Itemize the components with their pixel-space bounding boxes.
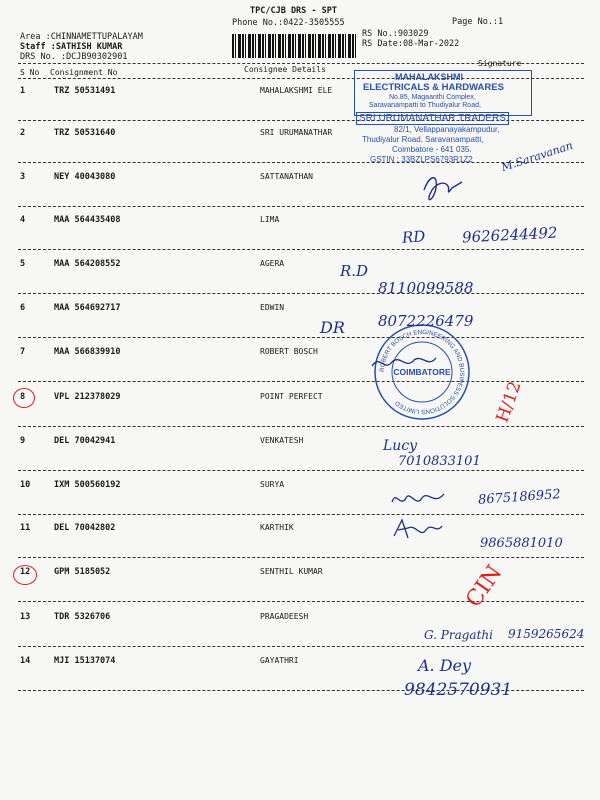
- row-sno: 4: [20, 215, 26, 225]
- table-row: [0, 347, 600, 361]
- row-consignee: SATTANATHAN: [260, 172, 313, 181]
- row-sno: 9: [20, 436, 26, 446]
- row-consignment-no: VPL 212378029: [54, 392, 121, 402]
- table-row: [0, 523, 600, 537]
- doc-title: TPC/CJB DRS - SPT: [250, 6, 337, 16]
- row-divider: [18, 206, 584, 207]
- rs-date: RS Date:08-Mar-2022: [362, 39, 460, 49]
- row-consignment-no: TDR 5326706: [54, 612, 111, 622]
- hand-r6-sign: DR: [320, 318, 345, 337]
- table-row: [0, 259, 600, 273]
- row-divider: [18, 426, 584, 427]
- staff-value: SATHISH KUMAR: [55, 42, 123, 52]
- area-label: Area :: [20, 32, 51, 42]
- row-divider: [18, 514, 584, 515]
- row-consignee: POINT PERFECT: [260, 392, 323, 401]
- row-consignment-no: GPM 5185052: [54, 567, 111, 577]
- row-consignee: GAYATHRI: [260, 656, 299, 665]
- table-row: [0, 612, 600, 626]
- rs-number: RS No.:903029: [362, 29, 429, 39]
- row-sno: 1: [20, 86, 26, 96]
- hand-r14-sign: A. Dey: [418, 656, 472, 675]
- hand-r13-phone: 9159265624: [508, 627, 585, 641]
- hand-r6-phone: 8072226479: [378, 312, 474, 330]
- staff-field: [20, 42, 122, 52]
- page-number: Page No.:1: [452, 17, 504, 27]
- stamp-m-line3: No.85, Magaanthi Complex,: [389, 94, 476, 101]
- row-consignment-no: IXM 500560192: [54, 480, 121, 490]
- stamp-m-line1: MAHALAKSHMI: [395, 72, 463, 82]
- hand-r8-note: H/12: [492, 378, 526, 426]
- row-consignment-no: MJI 15137074: [54, 656, 116, 666]
- row-divider: [18, 249, 584, 250]
- row-divider: [18, 601, 584, 602]
- row-consignment-no: MAA 566839910: [54, 347, 121, 357]
- stamp-m-line4: Saravanampatti to Thudiyalur Road,: [369, 102, 481, 109]
- row-consignee: EDWIN: [260, 303, 285, 312]
- row-sno: 5: [20, 259, 26, 269]
- col-sno: S No: [20, 68, 40, 77]
- stamp-u-line4: Coimbatore - 641 035.: [392, 145, 472, 154]
- stamp-urumanathar: [352, 112, 532, 164]
- table-row: [0, 567, 600, 581]
- row-divider: [18, 337, 584, 338]
- row-consignment-no: DEL 70042802: [54, 523, 116, 533]
- row-consignment-no: DEL 70042941: [54, 436, 116, 446]
- drs-label: DRS No. :: [20, 52, 67, 62]
- row-sno: 6: [20, 303, 26, 313]
- stamp-bosch-ring-text: ROBERT BOSCH ENGINEERING AND BUSINESS SOLUTIONS LIMITED: [378, 328, 466, 416]
- row-consignment-no: NEY 40043080: [54, 172, 116, 182]
- row-consignment-no: TRZ 50531640: [54, 128, 116, 138]
- row-consignee: VENKATESH: [260, 436, 304, 445]
- row-sno: 7: [20, 347, 26, 357]
- row-consignee: SENTHIL KUMAR: [260, 567, 323, 576]
- stamp-u-line5: GSTIN : 33BZLPS6793R1Z2: [370, 155, 473, 164]
- signature-r10-icon: [388, 484, 448, 514]
- row-divider: [18, 646, 584, 647]
- table-row: [0, 436, 600, 450]
- row-consignee: SRI URUMANATHAR: [260, 128, 333, 137]
- row-consignee: SURYA: [260, 480, 285, 489]
- col-consignee: Consignee Details: [244, 65, 326, 74]
- table-row: [0, 303, 600, 317]
- row-consignee: ROBERT BOSCH: [260, 347, 318, 356]
- row-sno: 8: [20, 392, 26, 402]
- drs-field: [20, 52, 127, 62]
- row-consignee: LIMA: [260, 215, 280, 224]
- barcode: [232, 34, 356, 58]
- row-sno: 10: [20, 480, 31, 490]
- row-consignment-no: MAA 564692717: [54, 303, 121, 313]
- row-sno: 2: [20, 128, 26, 138]
- row-sno: 13: [20, 612, 31, 622]
- table-row: [0, 172, 600, 186]
- hand-r14-phone: 9842570931: [404, 680, 513, 700]
- row-consignment-no: TRZ 50531491: [54, 86, 116, 96]
- row-sno: 14: [20, 656, 31, 666]
- stamp-m-line2: ELECTRICALS & HARDWARES: [363, 82, 504, 93]
- row8-red-circle: [13, 388, 35, 408]
- area-value: CHINNAMETTUPALAYAM: [50, 32, 143, 42]
- area-field: [20, 32, 143, 42]
- hand-r4-phone: 9626244492: [461, 223, 558, 247]
- table-row: [0, 656, 600, 670]
- row-divider: [18, 381, 584, 382]
- hand-r11-phone: 9865881010: [480, 536, 563, 551]
- phone-number: Phone No.:0422-3505555: [232, 18, 345, 28]
- row-sno: 11: [20, 523, 31, 533]
- row-consignee: MAHALAKSHMI ELE: [260, 86, 333, 95]
- drs-value: DCJB90302901: [66, 52, 128, 62]
- signature-r3-icon: [418, 170, 468, 210]
- stamp-u-line3: Thudiyalur Road, Saravanampatti,: [362, 135, 484, 144]
- signature-r7-icon: [370, 350, 440, 376]
- row-consignment-no: MAA 564208552: [54, 259, 121, 269]
- row-consignee: KARTHIK: [260, 523, 294, 532]
- hand-r5-phone: 8110099588: [378, 279, 474, 297]
- hand-r4-sign: RD: [401, 227, 426, 247]
- stamp-bosch-center: COIMBATORE: [393, 367, 451, 377]
- row-consignee: PRAGADEESH: [260, 612, 309, 621]
- col-consignment: Consignment No: [50, 68, 118, 77]
- signature-r11-icon: [390, 516, 444, 544]
- hand-r9-sign: Lucy: [383, 438, 418, 454]
- row-consignee: AGERA: [260, 259, 285, 268]
- hand-r9-phone: 7010833101: [398, 454, 481, 469]
- row-sno: 3: [20, 172, 26, 182]
- staff-label: Staff :: [20, 42, 56, 52]
- stamp-mahalakshmi: [354, 70, 532, 116]
- row-divider: [18, 557, 584, 558]
- hand-r13-sign: G. Pragathi: [424, 628, 493, 642]
- stamp-u-line1: SRI URUMANATHAR TRADERS: [356, 112, 509, 125]
- hand-r2-mark: M.Saravanan: [499, 138, 575, 175]
- hand-r12-note: CIN: [461, 560, 508, 613]
- row12-red-circle: [13, 565, 37, 585]
- row-divider: [18, 470, 584, 471]
- row-divider: [18, 293, 584, 294]
- hand-r10-phone: 8675186952: [477, 487, 562, 508]
- row-consignment-no: MAA 564435408: [54, 215, 121, 225]
- row-sno: 12: [20, 567, 31, 577]
- hand-r5-sign: R.D: [340, 262, 369, 280]
- col-signature: Signature: [478, 59, 522, 68]
- stamp-u-line2: 82/1, Vellappanayakampudur,: [394, 125, 500, 134]
